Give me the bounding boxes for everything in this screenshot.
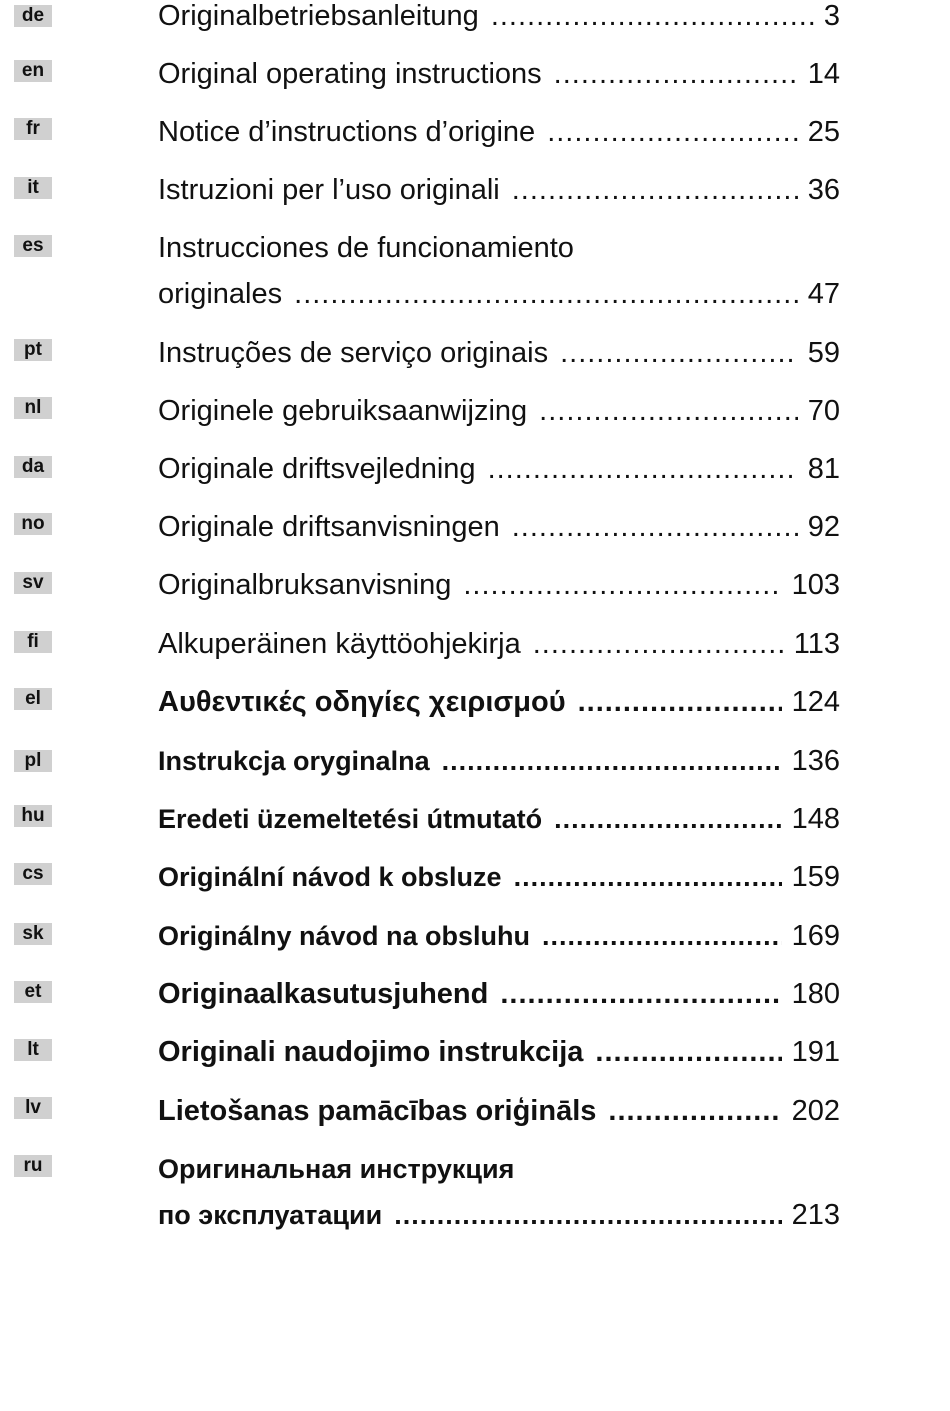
toc-title — [158, 562, 840, 608]
language-badge: nl — [14, 397, 52, 419]
page-number: 47 — [807, 278, 840, 310]
page-number: 169 — [791, 920, 840, 952]
toc-title — [158, 621, 840, 667]
language-badge: es — [14, 235, 52, 257]
toc-title-text: Originalbetriebsanleitung — [158, 0, 479, 32]
dot-leader — [512, 167, 798, 213]
toc-title-text: Originele gebruiksaanwijzing — [158, 395, 528, 427]
dot-leader — [500, 971, 781, 1017]
dot-leader — [554, 51, 798, 97]
dot-leader — [608, 1088, 781, 1134]
language-badge: el — [14, 688, 52, 710]
dot-leader — [491, 0, 814, 39]
language-badge: it — [14, 177, 52, 199]
toc-title-text: Alkuperäinen käyttöohjekirja — [158, 628, 521, 660]
toc-title-text: Originálny návod na obsluhu — [158, 921, 531, 951]
page-number: 92 — [807, 511, 840, 543]
language-badge: no — [14, 513, 52, 535]
page-number: 59 — [807, 337, 840, 369]
dot-leader — [514, 854, 782, 900]
toc-title-text: Αυθεντικές οδηγίες χειρισμού — [158, 686, 566, 718]
dot-leader — [463, 562, 781, 608]
dot-leader — [533, 621, 784, 667]
page-number: 136 — [791, 745, 840, 777]
toc-title-text: Instruções de serviço originais — [158, 337, 549, 369]
language-badge: fi — [14, 631, 52, 653]
toc-title-text: Original operating instructions — [158, 58, 542, 90]
toc-title-text-line2: по эксплуатации — [158, 1200, 383, 1230]
language-badge: sv — [14, 572, 52, 594]
dot-leader — [554, 796, 782, 842]
toc-title-text: Originale driftsvejledning — [158, 453, 476, 485]
toc-title-text: Instrukcja oryginalna — [158, 746, 430, 776]
language-badge: da — [14, 456, 52, 478]
language-badge: et — [14, 981, 52, 1003]
toc-title-text: Istruzioni per l’uso originali — [158, 174, 500, 206]
language-badge: lv — [14, 1097, 52, 1119]
language-badge: fr — [14, 118, 52, 140]
dot-leader — [542, 913, 782, 959]
page-number: 113 — [793, 628, 840, 660]
page-number: 124 — [791, 686, 840, 718]
toc-title-text: Originální návod k obsluze — [158, 862, 502, 892]
toc-title — [158, 388, 840, 434]
toc-title — [158, 225, 840, 317]
language-badge: ru — [14, 1155, 52, 1177]
language-badge: hu — [14, 805, 52, 827]
language-badge: pt — [14, 339, 52, 361]
dot-leader — [512, 504, 798, 550]
page-number: 14 — [807, 58, 840, 90]
page-number: 191 — [791, 1036, 840, 1068]
toc-title — [158, 1146, 840, 1238]
toc-title-text: Originaalkasutusjuhend — [158, 978, 489, 1010]
dot-leader — [394, 1192, 781, 1238]
toc-title-text: Eredeti üzemeltetési útmutató — [158, 804, 543, 834]
page-number: 148 — [791, 803, 840, 835]
toc-title — [158, 504, 840, 550]
dot-leader — [560, 330, 798, 376]
toc-title — [158, 854, 840, 900]
toc-title — [158, 971, 840, 1017]
toc-title — [158, 167, 840, 213]
page-number: 81 — [807, 453, 840, 485]
page-number: 213 — [791, 1199, 840, 1231]
page-number: 70 — [807, 395, 840, 427]
toc-title — [158, 330, 840, 376]
dot-leader — [578, 679, 782, 725]
toc-title — [158, 796, 840, 842]
toc-title-text: Notice d’instructions d’origine — [158, 116, 536, 148]
page-number: 25 — [807, 116, 840, 148]
toc-title-text: Оригинальная инструкция — [158, 1154, 515, 1184]
dot-leader — [595, 1029, 781, 1075]
dot-leader — [488, 446, 798, 492]
page-number: 103 — [791, 569, 840, 601]
page-number: 159 — [791, 861, 840, 893]
page-number: 202 — [791, 1095, 840, 1127]
toc-title-text-line2: originales — [158, 278, 283, 310]
toc-title-text: Originale driftsanvisningen — [158, 511, 500, 543]
toc-title — [158, 109, 840, 155]
toc-title — [158, 1088, 840, 1134]
toc-title — [158, 913, 840, 959]
page-number: 3 — [823, 0, 840, 32]
dot-leader — [547, 109, 798, 155]
dot-leader — [442, 738, 782, 784]
language-badge: cs — [14, 863, 52, 885]
toc-title — [158, 679, 840, 725]
toc-title-text: Instrucciones de funcionamiento — [158, 232, 574, 264]
toc-title — [158, 1029, 840, 1075]
dot-leader — [294, 271, 798, 317]
language-badge: en — [14, 60, 52, 82]
toc-title — [158, 446, 840, 492]
toc-title-text: Lietošanas pamācības oriģināls — [158, 1095, 597, 1127]
page-number: 180 — [791, 978, 840, 1010]
toc-title-text: Originali naudojimo instrukcija — [158, 1036, 584, 1068]
language-badge: lt — [14, 1039, 52, 1061]
page-number: 36 — [807, 174, 840, 206]
toc-title-text: Originalbruksanvisning — [158, 569, 452, 601]
language-badge: sk — [14, 923, 52, 945]
language-badge: de — [14, 5, 52, 27]
toc-title — [158, 51, 840, 97]
toc-title — [158, 0, 840, 39]
toc-title — [158, 738, 840, 784]
dot-leader — [539, 388, 798, 434]
language-badge: pl — [14, 750, 52, 772]
